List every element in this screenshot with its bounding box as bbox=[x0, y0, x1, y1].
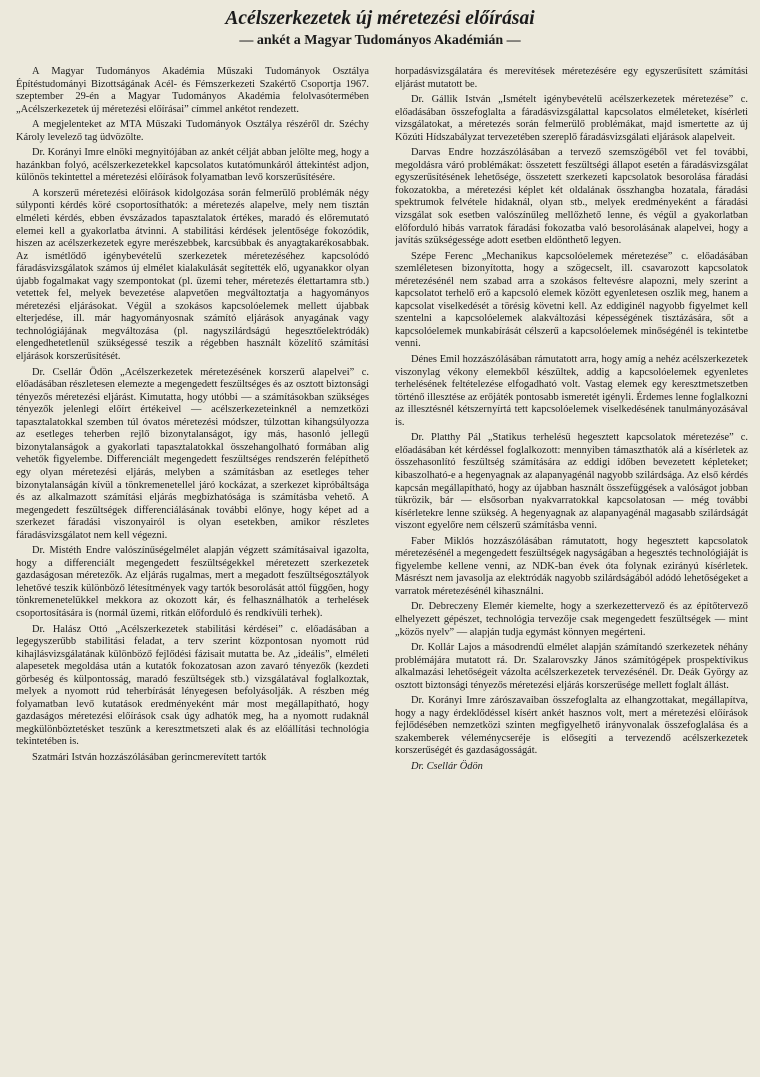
right-column bbox=[395, 66, 748, 1071]
paragraph: Dénes Emil hozzászólásában rámutatott arra, hogy amíg a nehéz acélszerkezetek viszonylag vékony elemekből készültek, addig a kapcsolóelemek egyenletes terhelésének feltételezése elfogadható volt. Vastag elemek egy keresztmetszetben történő illesztése az erőjáték pontosabb ismeretét igényli. Érdemes lenne foglalkozni az illesztésnél kétszernyírtá tett kapcsolóelemek viselkedésének tanulmányozásával is. bbox=[395, 354, 748, 428]
paragraph: Dr. Korányi Imre elnöki megnyitójában az ankét célját abban jelölte meg, hogy a hazánkban folyó, acélszerkezetekkel kapcsolatos kutatómunkáról áttekintést adjon, különös tekintettel a méretezési előírások folyamatban levő korszerűsítésére. bbox=[16, 147, 369, 184]
article-body bbox=[16, 66, 748, 1071]
paragraph: Szatmári István hozzászólásában gerincmerevített tartók bbox=[32, 751, 267, 763]
paragraph: Dr. Gállik István „Ismételt igénybevételű acélszerkezetek méretezése” c. előadásában összefoglalta a fáradásvizsgálattal kapcsolatos elméleteket, kísérleti vizsgálatokat, a méretezés során felmerülő problémákat, majd ismertette az új Közúti Hídszabályzat tervezetében szereplő fáradásvizsgálati eljárások alapelveit. bbox=[395, 94, 748, 143]
paragraph: Dr. Platthy Pál „Statikus terhelésű hegesztett kapcsolatok méretezése” c. előadásában két kérdéssel foglalkozott: mennyiben támaszthatók alá a kísérletek az összehasonlító feszültség számítására az eddigi időben bevezetett képleteket; kibaszolható-e a hegenyagnak az alapanyagénál nagyobb szilárdsága. Az első kérdés kapcsán megállapítható, hogy az újabban használt összefüggések a valóságot jobban tükrözik, bár — elsősorban nyakvarratokkal kapcsolatosan — még további kísérletekre lenne szükség. A hegenyagnak az alapanyagénál magasabb szilárdságát viszont egyelőre nem célszerű számításba venni. bbox=[395, 432, 748, 532]
author-signature: Dr. Csellár Ödön bbox=[411, 760, 483, 772]
paragraph: Dr. Korányi Imre zárószavaiban összefoglalta az elhangzottakat, megállapítva, hogy a nagy érdeklődéssel kísért ankét hasznos volt, mert a méretezési előírások fejlődésében nemzetközi szinten megfigyelhető irányvonalak összefoglalása és a szakemberek véleménycseréje is elősegíti a tervezendő acélszerkezetek korszerűségét és gazdaságosságát. bbox=[395, 695, 748, 757]
paragraph: Dr. Kollár Lajos a másodrendű elmélet alapján számítandó szerkezetek néhány problémájára mutatott rá. Dr. Szalarovszky János számítógépek prospektívikus alkalmazási lehetőségeit vázolta acélszerkezetek tervezésénél. Dr. Deák György az osztott biztonsági tényezős méretezési eljárás korszerűsége mellett foglalt állást. bbox=[395, 642, 748, 691]
paragraph: Dr. Csellár Ödön „Acélszerkezetek méretezésének korszerű alapelvei” c. előadásában részletesen elemezte a megengedett feszültséges és az osztott biztonsági tényezős méretezési eljárást. Kimutatta, hogy utóbbi — a számításokban szükséges tényezők jelenlegi előírt értékeivel — acélszerkezeteinknél a nemzetközi tapasztalatokkal szemben túl óvatos méretezési módszer, túlzottan kihangsúlyozza az esetleges teherben rejlő bizonytalanságot, így más, hasonló jellegű bizonytalanságok a gyakorlati tapasztalatokkal összehangolható formában alig vehetők figyelembe. Differenciált megengedett feszültséges rendszerén felépíthető egy olyan méretezési eljárás, melyben a számításban az esetleges teher bizonytalanságán kívül a tönkremenetellel járó kockázat, a szerkezet kipróbáltsága és az alkalmazott számítási eljárás megbízhatósága is számításba vehető. A megengedett feszültségek differenciálásának további előnye, hogy képet ad a szerkezet fáradási viszonyairól is olyan esetekben, amikor részletes fáradásvizsgálatot nem kell végezni. bbox=[16, 366, 369, 541]
right-column-paragraphs bbox=[395, 66, 748, 758]
paragraph: Dr. Debreczeny Elemér kiemelte, hogy a szerkezettervező és az építőtervező elhelyezett gépészet, technológia tervezője csak megengedett feszültségek — mint „közös nyelv” — alapján tudja egymást könnyen megérteni. bbox=[395, 601, 748, 638]
paragraph: horpadásvizsgálatára és merevítések méretezésére egy egyszerűsített számítási eljárást mutatott be. bbox=[395, 66, 748, 90]
paragraph: Szépe Ferenc „Mechanikus kapcsolóelemek méretezése” c. előadásában szemléletesen bizonyította, hogy a szögecselt, ill. csavarozott kapcsolatok méretezésénél nem szabad arra a szokásos feltevésre alapozni, mely szerint a kapcsolatot terhelő erő a kapcsoló elemek között egyenletesen oszlik meg, hanem a kapcsolat viselkedését a törésig követni kell. Az eddiginél nagyobb figyelmet kell szentelni a kapcsolóelemek alakváltozási képességének tisztázására, sőt a kapcsolóelemek munkabírását célszerű a kapcsolóelemek minőségénél is tekintetbe venni. bbox=[395, 250, 748, 350]
article-subtitle: — ankét a Magyar Tudományos Akadémián — bbox=[239, 33, 521, 48]
paragraph: Dr. Halász Ottó „Acélszerkezetek stabilitási kérdései” c. előadásában a legegyszerűbb stabilitási feladat, a terv szerint központosan nyomott rúd kihajlásvizsgálatának különböző fejlődési fázisait mutatta be. Az „ideális”, elméleti alapesetek megoldása után a kutatók fokozatosan azon zavaró tényezők (kezdeti görbeség és külpontosság, maradó feszültségek stb.) vizsgálatával foglalkoztak, melyek a nyomott rúd teherbírását lényegesen befolyásolják. A részben még folyamatban levő kutatások eredményeként már most megállapítható, hogy gazdaságos méretezési előírások csak úgy adhatók meg, ha a nyomott rudaknál megkülönböztetésket teszünk a keresztmetszeti alak és az előállítási technológia tekintetében is. bbox=[16, 623, 369, 748]
paragraph: A megjelenteket az MTA Műszaki Tudományok Osztálya részéről dr. Széchy Károly levelező tag üdvözölte. bbox=[16, 119, 369, 143]
paragraph: Faber Miklós hozzászólásában rámutatott, hogy hegesztett kapcsolatok méretezésénél a megengedett feszültségek nagyságában a hegesztés technológiáját is figyelembe kellene venni, az NDK-ban évek óta folynak ezirányú kísérletek. Másrészt nem javasolja az elektródák nagyobb szilárdságából adódó lehetőségeket a varratok méretezésénél kihasználni. bbox=[395, 535, 748, 597]
article-title: Acélszerkezetek új méretezési előírásai bbox=[225, 8, 535, 29]
paragraph: Dr. Mistéth Endre valószínűségelmélet alapján végzett számításaival igazolta, hogy a differenciált megengedett feszültségekkel méretezett szerkezetek gazdaságosan méretezők. Az eljárás rugalmas, mert a megadott feszültségosztályok lehetővé teszik különböző létesítmények vagy tartók besorolását attól függően, hogy tönkremenetelükkel mekkora az okozott kár, és felhasználhatók a terhelések csoportosítására is (normál üzemi, ritkán előforduló és rendkívüli terhek). bbox=[16, 545, 369, 619]
left-column bbox=[16, 66, 369, 1071]
paragraph: A korszerű méretezési előírások kidolgozása során felmerülő problémák négy súlyponti kérdés köré csoportosíthatók: a méretezés alapelve, mely nem tisztán elméleti kérdés, ebben évszázados tapasztalatok értékes, maradó és előremutató elemei kell a gyakorlatba átvinni. A stabilitási kérdések jelentősége fokozódik, hiszen az acélszerkezetek egyre merészebbek, karcsúbbak és anyagtakarékosabbak. Az ismétlődő igénybevételű szerkezetek méretezéséhez kapcsolódó fáradásvizsgálatok számos új elmélet kialakulását segítették elő, ugyanakkor olyan újabb fogalmakat vagy szempontokat (pl. üzemi teher, méretezés élettartamra stb.) vetettek fel, melyek bevezetése alapvetően megváltoztatja a hagyományos méretezési eljárásokat. Végül a szokásos kapcsolóelemek mellett újabbak elterjedése, ill. már hagyományosnak számító eljárások anyagának vagy technológiájának megváltozása (pl. nagyszilárdságú hegesztőelektródák) elengedhetetlenül szükségessé teszik a régebben használt közelítő számítási eljárások korszerűsítését. bbox=[16, 187, 369, 363]
paragraph: A Magyar Tudományos Akadémia Műszaki Tudományok Osztálya Építéstudományi Bizottságának Acél- és Fémszerkezeti Szakértő Csoportja 1967. szeptember 29-én a Magyar Tudományos Akadémia felolvasótermében „Acélszerkezetek új méretezési előírásai” címmel ankétot rendezett. bbox=[16, 66, 369, 115]
paragraph: Darvas Endre hozzászólásában a tervező szemszögéből vet fel további, megoldásra váró problémákat: összetett feszültségi állapot esetén a fáradásvizsgálat egyszerűsítésének lehetősége, összetett szerkezeti kapcsolatok besorolása fáradási fokozatokba, a méretezési képlet két oldalának összhangba hozatala, fáradási spektrumok felvétele hidaknál, olyan stb., melyek eredményeként a fáradási vizsgálat sok esetben valószínűleg mellőzhető lenne, és végül a gyakorlatban előforduló hibás varratok fáradási fokozatba való besorolásának alapelvei, hogy a javítás szükségessége adott esetben eldönthető legyen. bbox=[395, 147, 748, 247]
